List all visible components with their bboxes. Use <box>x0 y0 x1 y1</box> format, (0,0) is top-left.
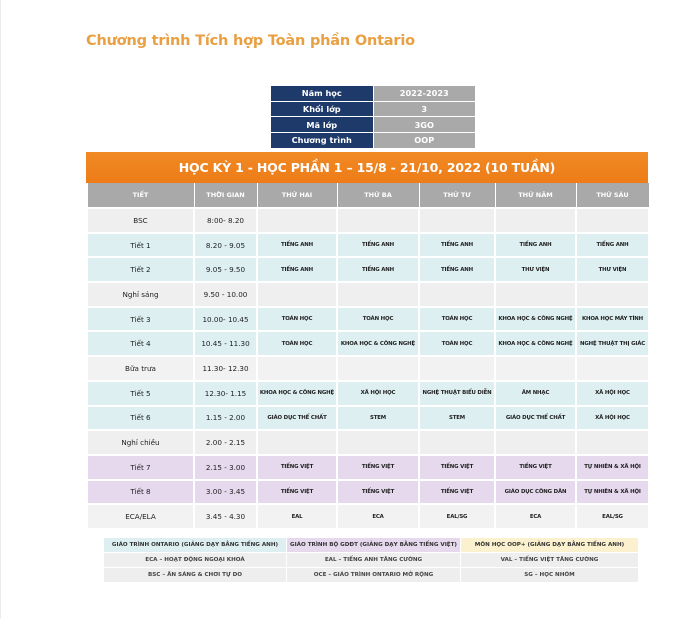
subject-cell: THƯ VIỆN <box>495 257 576 282</box>
time-cell: 2.15 - 3.00 <box>194 455 257 480</box>
time-cell: 3.00 - 3.45 <box>194 480 257 505</box>
info-row-program <box>271 133 476 149</box>
subject-cell: TỰ NHIÊN & XÃ HỘI <box>576 455 649 480</box>
info-row-grade <box>271 101 476 117</box>
column-header-friday: THỨ SÁU <box>576 183 649 208</box>
subject-cell: EAL/SG <box>576 504 649 529</box>
subject-cell: TIẾNG VIỆT <box>419 480 495 505</box>
time-cell: 8.20 - 9.05 <box>194 233 257 258</box>
info-value: 3GO <box>373 117 475 133</box>
subject-cell <box>576 430 649 455</box>
schedule-row <box>87 257 649 282</box>
legend-header-row <box>104 538 639 553</box>
column-header-monday: THỨ HAI <box>257 183 337 208</box>
subject-cell: TOÁN HỌC <box>257 331 337 356</box>
subject-cell: XÃ HỘI HỌC <box>576 406 649 431</box>
legend-abbrev: VAL – TIẾNG VIỆT TĂNG CƯỜNG <box>461 553 639 568</box>
subject-cell: GIÁO DỤC THỂ CHẤT <box>495 406 576 431</box>
subject-cell <box>337 282 419 307</box>
subject-cell: TIẾNG VIỆT <box>419 455 495 480</box>
subject-cell: EAL/SG <box>419 504 495 529</box>
subject-cell: TIẾNG VIỆT <box>257 455 337 480</box>
subject-cell <box>419 356 495 381</box>
schedule-row <box>87 282 649 307</box>
period-cell: Tiết 3 <box>87 307 194 332</box>
subject-cell <box>257 430 337 455</box>
subject-cell: KHOA HỌC & CÔNG NGHỆ <box>257 381 337 406</box>
schedule-row <box>87 233 649 258</box>
subject-cell <box>419 430 495 455</box>
period-cell: Tiết 4 <box>87 331 194 356</box>
subject-cell: NGHỆ THUẬT THỊ GIÁC <box>576 331 649 356</box>
info-row-school-year <box>271 86 476 102</box>
schedule-table <box>86 183 650 530</box>
time-cell: 10.45 - 11.30 <box>194 331 257 356</box>
subject-cell: NGHỆ THUẬT BIỂU DIỄN <box>419 381 495 406</box>
subject-cell <box>419 282 495 307</box>
column-header-wednesday: THỨ TƯ <box>419 183 495 208</box>
legend-abbrev: BSC – ĂN SÁNG & CHƠI TỰ DO <box>104 568 287 583</box>
period-cell: Nghỉ sáng <box>87 282 194 307</box>
period-cell: Tiết 6 <box>87 406 194 431</box>
subject-cell: TOÁN HỌC <box>419 307 495 332</box>
subject-cell: TIẾNG VIỆT <box>337 480 419 505</box>
subject-cell: TỰ NHIÊN & XÃ HỘI <box>576 480 649 505</box>
schedule-row <box>87 455 649 480</box>
time-cell: 9.05 - 9.50 <box>194 257 257 282</box>
schedule-row <box>87 331 649 356</box>
legend-oop-plus: MÔN HỌC OOP+ (GIẢNG DẠY BẰNG TIẾNG ANH) <box>461 538 639 553</box>
legend-moet: GIÁO TRÌNH BỘ GDĐT (GIẢNG DẠY BẰNG TIẾNG VIỆT) <box>287 538 461 553</box>
subject-cell <box>337 208 419 233</box>
schedule-row <box>87 381 649 406</box>
subject-cell: TOÁN HỌC <box>419 331 495 356</box>
info-label: Năm học <box>271 86 374 102</box>
subject-cell: KHOA HỌC & CÔNG NGHỆ <box>495 331 576 356</box>
period-cell: Tiết 7 <box>87 455 194 480</box>
legend-row <box>104 553 639 568</box>
subject-cell: TIẾNG ANH <box>257 233 337 258</box>
period-cell: Nghỉ chiều <box>87 430 194 455</box>
legend-ontario: GIÁO TRÌNH ONTARIO (GIẢNG DẠY BẰNG TIẾNG ANH) <box>104 538 287 553</box>
subject-cell <box>576 208 649 233</box>
period-cell: Tiết 8 <box>87 480 194 505</box>
subject-cell: GIÁO DỤC CÔNG DÂN <box>495 480 576 505</box>
legend-row <box>104 568 639 583</box>
period-cell: Tiết 2 <box>87 257 194 282</box>
schedule-row <box>87 356 649 381</box>
subject-cell: TIẾNG ANH <box>337 257 419 282</box>
legend-abbrev: OCE – GIÁO TRÌNH ONTARIO MỞ RỘNG <box>287 568 461 583</box>
subject-cell <box>257 208 337 233</box>
subject-cell: TIẾNG ANH <box>419 233 495 258</box>
subject-cell: THƯ VIỆN <box>576 257 649 282</box>
column-header-thursday: THỨ NĂM <box>495 183 576 208</box>
subject-cell: ECA <box>337 504 419 529</box>
subject-cell: TOÁN HỌC <box>337 307 419 332</box>
schedule-header-row <box>87 183 649 208</box>
schedule-row <box>87 406 649 431</box>
subject-cell <box>576 282 649 307</box>
subject-cell: TIẾNG ANH <box>337 233 419 258</box>
period-cell: BSC <box>87 208 194 233</box>
period-cell: Tiết 1 <box>87 233 194 258</box>
subject-cell <box>495 282 576 307</box>
info-label: Khối lớp <box>271 101 374 117</box>
time-cell: 10.00- 10.45 <box>194 307 257 332</box>
subject-cell <box>495 430 576 455</box>
subject-cell <box>495 356 576 381</box>
info-label: Chương trình <box>271 133 374 149</box>
class-info-table <box>270 85 476 149</box>
info-value: OOP <box>373 133 475 149</box>
time-cell: 11.30- 12.30 <box>194 356 257 381</box>
info-value: 2022-2023 <box>373 86 475 102</box>
column-header-period: TIẾT <box>87 183 194 208</box>
info-value: 3 <box>373 101 475 117</box>
subject-cell: KHOA HỌC & CÔNG NGHỆ <box>337 331 419 356</box>
time-cell: 1.15 - 2.00 <box>194 406 257 431</box>
column-header-time: THỜI GIAN <box>194 183 257 208</box>
subject-cell: XÃ HỘI HỌC <box>576 381 649 406</box>
time-cell: 12.30- 1.15 <box>194 381 257 406</box>
subject-cell <box>337 356 419 381</box>
time-cell: 9.50 - 10.00 <box>194 282 257 307</box>
period-cell: Bữa trưa <box>87 356 194 381</box>
subject-cell: XÃ HỘI HỌC <box>337 381 419 406</box>
schedule-row <box>87 504 649 529</box>
schedule-row <box>87 208 649 233</box>
page-edge <box>0 0 5 619</box>
period-cell: ECA/ELA <box>87 504 194 529</box>
subject-cell <box>576 356 649 381</box>
time-cell: 8:00- 8.20 <box>194 208 257 233</box>
time-cell: 3.45 - 4.30 <box>194 504 257 529</box>
info-label: Mã lớp <box>271 117 374 133</box>
subject-cell: TIẾNG ANH <box>257 257 337 282</box>
subject-cell: EAL <box>257 504 337 529</box>
legend-table <box>103 537 639 583</box>
subject-cell: KHOA HỌC MÁY TÍNH <box>576 307 649 332</box>
period-cell: Tiết 5 <box>87 381 194 406</box>
time-cell: 2.00 - 2.15 <box>194 430 257 455</box>
subject-cell: TIẾNG ANH <box>576 233 649 258</box>
legend-abbrev: EAL – TIẾNG ANH TĂNG CƯỜNG <box>287 553 461 568</box>
schedule-row <box>87 430 649 455</box>
column-header-tuesday: THỨ BA <box>337 183 419 208</box>
page-title: Chương trình Tích hợp Toàn phần Ontario <box>86 33 415 49</box>
subject-cell: GIÁO DỤC THỂ CHẤT <box>257 406 337 431</box>
subject-cell: ÂM NHẠC <box>495 381 576 406</box>
info-row-class-code <box>271 117 476 133</box>
subject-cell: STEM <box>419 406 495 431</box>
legend-abbrev: ECA – HOẠT ĐỘNG NGOẠI KHOÁ <box>104 553 287 568</box>
term-banner: HỌC KỲ 1 - HỌC PHẦN 1 – 15/8 - 21/10, 2022 (10 TUẦN) <box>86 152 648 183</box>
subject-cell: ECA <box>495 504 576 529</box>
subject-cell: TIẾNG VIỆT <box>495 455 576 480</box>
subject-cell <box>257 356 337 381</box>
schedule-row <box>87 480 649 505</box>
subject-cell: TIẾNG ANH <box>495 233 576 258</box>
subject-cell <box>495 208 576 233</box>
subject-cell: TIẾNG VIỆT <box>257 480 337 505</box>
subject-cell: TIẾNG VIỆT <box>337 455 419 480</box>
subject-cell <box>257 282 337 307</box>
subject-cell: KHOA HỌC & CÔNG NGHỆ <box>495 307 576 332</box>
legend-abbrev: SG – HỌC NHÓM <box>461 568 639 583</box>
subject-cell: TOÁN HỌC <box>257 307 337 332</box>
subject-cell: TIẾNG ANH <box>419 257 495 282</box>
schedule-row <box>87 307 649 332</box>
subject-cell <box>419 208 495 233</box>
subject-cell <box>337 430 419 455</box>
subject-cell: STEM <box>337 406 419 431</box>
